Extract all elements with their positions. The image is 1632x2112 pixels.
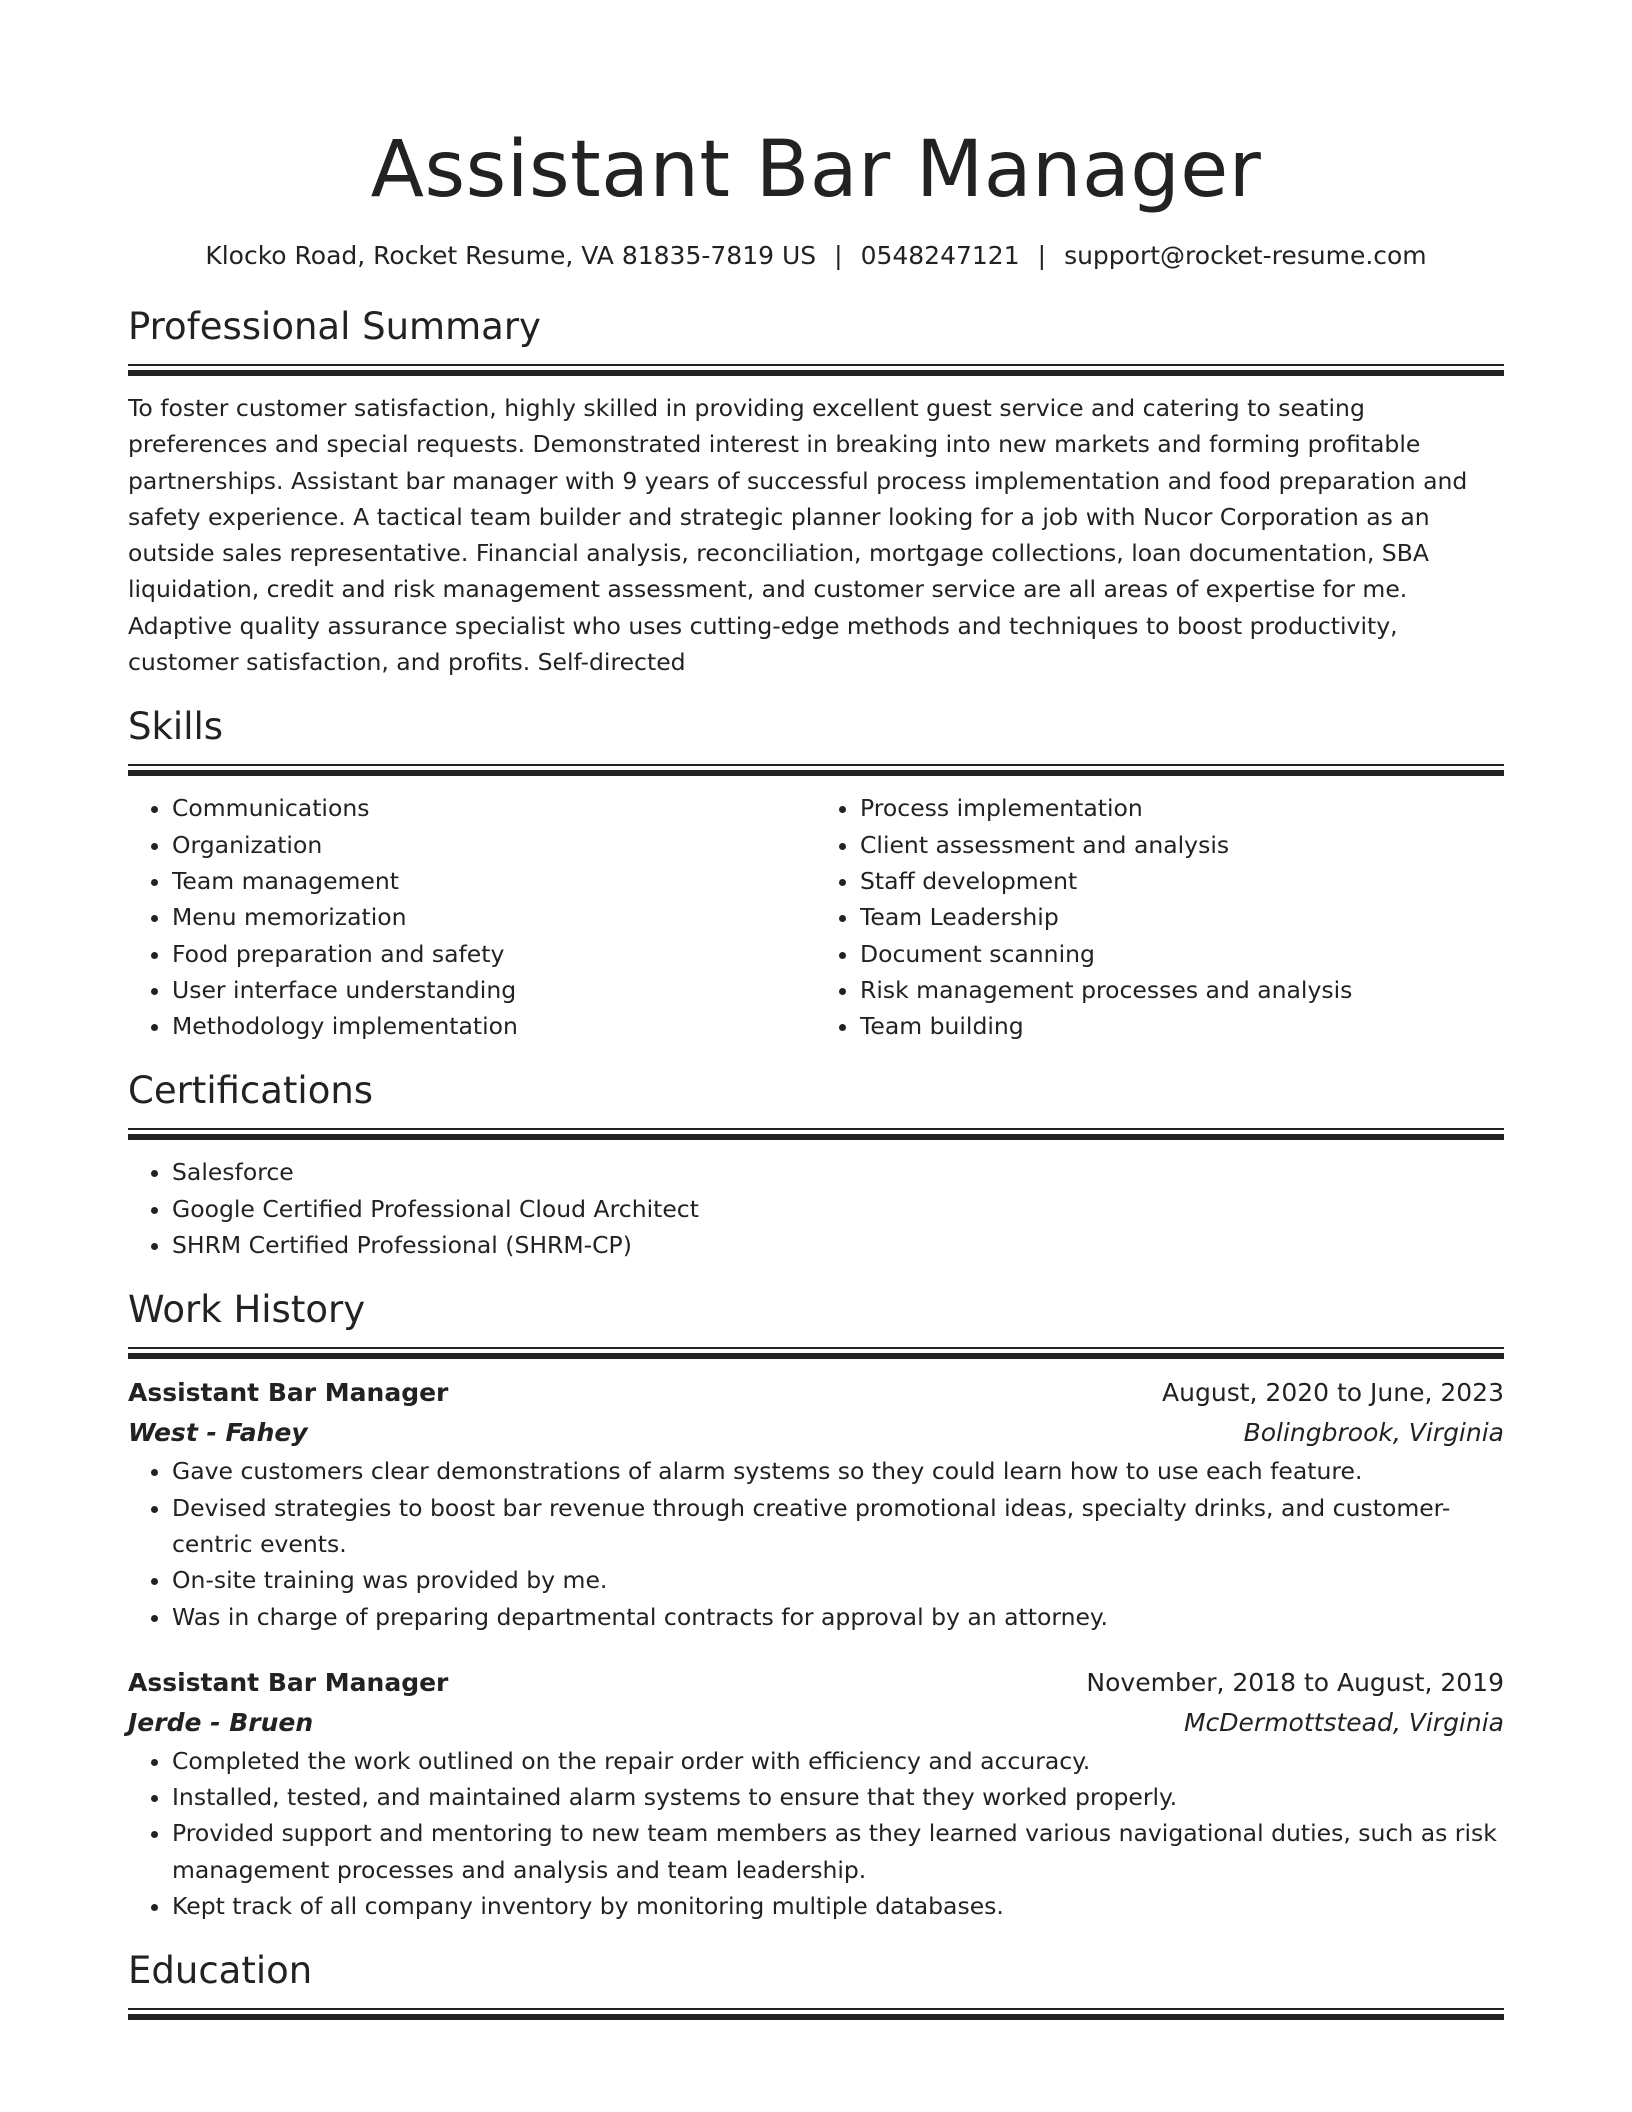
job-entry (128, 1373, 1504, 1634)
job-title: Assistant Bar Manager (128, 1667, 449, 1697)
job-bullet: • Installed, tested, and maintained alarm systems to ensure that they worked properly. (172, 1779, 1504, 1815)
resume-page (128, 0, 1504, 2034)
skills-grid (128, 790, 1504, 1044)
section-title-summary: Professional Summary (128, 305, 541, 348)
job-bullets (128, 1743, 1504, 1924)
skills-section (128, 702, 1504, 1044)
job-location: Bolingbrook, Virginia (1243, 1418, 1504, 1448)
skill-item: • Organization (172, 827, 816, 863)
section-title-certifications: Certifications (128, 1069, 374, 1113)
certification-item: • Google Certified Professional Cloud Architect (172, 1191, 1504, 1227)
skills-list-right (816, 790, 1504, 1044)
job-dates: November, 2018 to August, 2019 (1086, 1667, 1504, 1697)
job-subheader (128, 1703, 1504, 1743)
job-location: McDermottstead, Virginia (1183, 1707, 1504, 1737)
skill-item: • Staff development (860, 863, 1504, 899)
section-divider (128, 1347, 1504, 1359)
contact-line (128, 238, 1504, 274)
certifications-section (128, 1066, 1504, 1263)
skill-item: • Food preparation and safety (172, 936, 816, 972)
section-title-education: Education (128, 1949, 313, 1993)
section-divider (128, 2008, 1504, 2020)
job-company: Jerde - Bruen (128, 1707, 314, 1737)
skill-item: • Team management (172, 863, 816, 899)
contact-email: support@rocket-resume.com (1064, 241, 1427, 270)
job-company: West - Fahey (128, 1418, 308, 1448)
skill-item: • Communications (172, 790, 816, 826)
skill-item: • Methodology implementation (172, 1008, 816, 1044)
job-bullet: • Kept track of all company inventory by monitoring multiple databases. (172, 1888, 1504, 1924)
section-divider (128, 764, 1504, 776)
certification-item: • Salesforce (172, 1154, 1504, 1190)
job-entry (128, 1663, 1504, 1924)
section-divider (128, 1128, 1504, 1140)
contact-separator: | (834, 241, 843, 270)
skill-item: • Menu memorization (172, 899, 816, 935)
job-title: Assistant Bar Manager (128, 1378, 449, 1408)
skill-item: • Risk management processes and analysis (860, 972, 1504, 1008)
summary-section (128, 302, 1504, 680)
job-header (128, 1663, 1504, 1703)
work-section (128, 1285, 1504, 1924)
contact-phone: 0548247121 (860, 241, 1020, 270)
job-bullet: • Devised strategies to boost bar revenue through creative promotional ideas, specialty drinks, and customer-centric events. (172, 1490, 1504, 1563)
skill-item: • Client assessment and analysis (860, 827, 1504, 863)
section-title-skills: Skills (128, 705, 224, 749)
certifications-list (128, 1154, 1504, 1263)
resume-name: Assistant Bar Manager (370, 125, 1262, 215)
skill-item: • User interface understanding (172, 972, 816, 1008)
contact-separator: | (1037, 241, 1047, 270)
skills-list-left (128, 790, 816, 1044)
job-subheader (128, 1413, 1504, 1453)
skill-item: • Process implementation (860, 790, 1504, 826)
job-bullet: • Completed the work outlined on the repair order with efficiency and accuracy. (172, 1743, 1504, 1779)
job-bullet: • Was in charge of preparing departmental contracts for approval by an attorney. (172, 1599, 1504, 1635)
skill-item: • Team Leadership (860, 899, 1504, 935)
section-title-work: Work History (128, 1288, 366, 1332)
summary-text: To foster customer satisfaction, highly skilled in providing excellent guest service and catering to seating preferences and special requests. Demonstrated interest in breaking into new markets and forming profitable partnerships. Assistant bar manager with 9 years of successful process implementation and food preparation and safety experience. A tactical team builder and strategic planner looking for a job with Nucor Corporation as an outside sales representative. Financial analysis, reconciliation, mortgage collections, loan documentation, SBA liquidation, credit and risk management assessment, and customer service are all areas of expertise for me. Adaptive quality assurance specialist who uses cutting-edge methods and techniques to boost productivity, customer satisfaction, and profits. Self-directed (128, 394, 1468, 677)
job-bullets (128, 1453, 1504, 1634)
education-section (128, 1946, 1504, 2020)
contact-address: Klocko Road, Rocket Resume, VA 81835-7819 US (205, 241, 817, 270)
job-bullet: • Provided support and mentoring to new team members as they learned various navigational duties, such as risk management processes and analysis and team leadership. (172, 1815, 1504, 1888)
job-bullet: • Gave customers clear demonstrations of alarm systems so they could learn how to use each feature. (172, 1453, 1504, 1489)
certification-item: • SHRM Certified Professional (SHRM-CP) (172, 1227, 1504, 1263)
skill-item: • Team building (860, 1008, 1504, 1044)
job-header (128, 1373, 1504, 1413)
job-bullet: • On-site training was provided by me. (172, 1562, 1504, 1598)
job-dates: August, 2020 to June, 2023 (1162, 1378, 1504, 1408)
section-divider (128, 364, 1504, 376)
skill-item: • Document scanning (860, 936, 1504, 972)
